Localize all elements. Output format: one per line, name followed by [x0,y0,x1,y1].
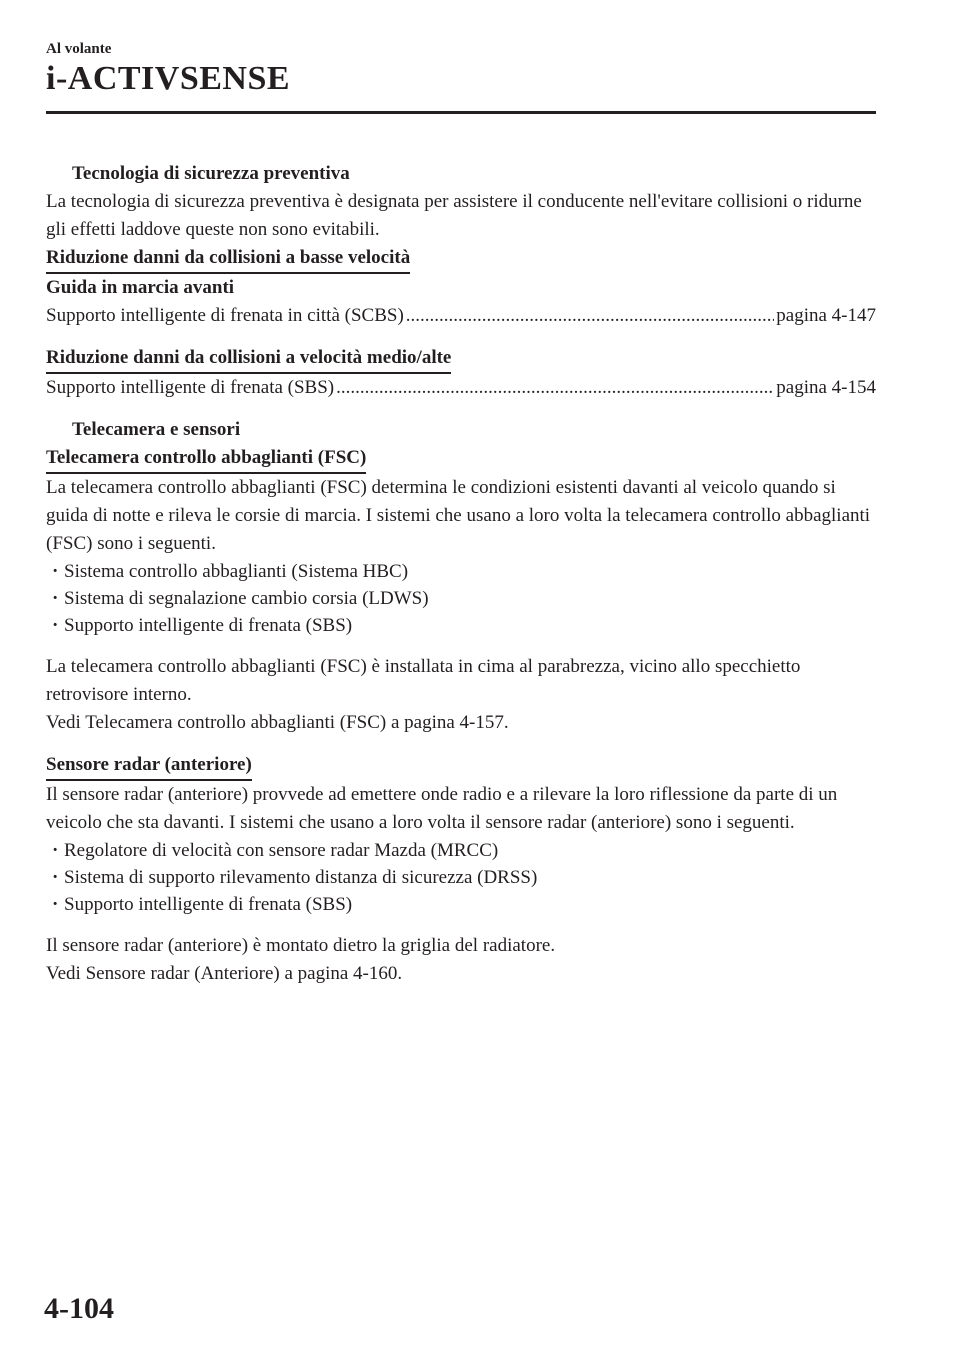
list-item: · Supporto intelligente di frenata (SBS) [46,612,876,639]
reference-label: Supporto intelligente di frenata (SBS) [46,377,335,398]
fsc-location [46,653,876,737]
list-item: · Regolatore di velocità con sensore radar Mazda (MRCC) [46,837,876,864]
radar-systems-list [46,837,876,918]
radar-location-text: Il sensore radar (anteriore) è montato dietro la griglia del radiatore. [46,935,556,956]
page-header [46,40,876,98]
page-number: 4-104 [44,1292,114,1325]
subheading-forward-driving: Guida in marcia avanti [46,277,235,298]
subheading-radar: Sensore radar (anteriore) [46,751,876,781]
section-heading-camera-sensors: Telecamera e sensori [72,419,241,440]
subheading-high-speed: Riduzione danni da collisioni a velocità medio/alte [46,344,876,374]
intro-paragraph: La tecnologia di sicurezza preventiva è designata per assistere il conducente nell'evitare collisioni o ridurne gli effetti laddove queste non sono evitabili. [46,191,862,240]
subheading-low-speed: Riduzione danni da collisioni a basse velocità [46,244,876,274]
fsc-reference[interactable]: Vedi Telecamera controllo abbaglianti (FSC) a pagina 4-157. [46,712,509,733]
list-item: · Sistema controllo abbaglianti (Sistema HBC) [46,558,876,585]
list-item: · Sistema di supporto rilevamento distanza di sicurezza (DRSS) [46,864,876,891]
header-rule [46,111,876,114]
fsc-location-text: La telecamera controllo abbaglianti (FSC) è installata in cima al parabrezza, vicino allo specchietto retrovisore interno. [46,656,801,705]
radar-description: Il sensore radar (anteriore) provvede ad emettere onde radio e a rilevare la loro riflessione da parte di un veicolo che sta davanti. I sistemi che usano a loro volta il sensore radar (anteriore) sono i seguenti. [46,784,838,833]
reference-label: Supporto intelligente di frenata in città (SCBS) [46,305,404,326]
list-item: · Supporto intelligente di frenata (SBS) [46,891,876,918]
radar-location [46,932,876,988]
chapter-label: Al volante [46,41,112,57]
reference-scbs[interactable] [46,302,876,330]
reference-page: pagina 4-147 [776,305,876,326]
subheading-fsc: Telecamera controllo abbaglianti (FSC) [46,444,876,474]
reference-sbs[interactable] [46,374,876,402]
leader-dots [336,374,774,402]
leader-dots [406,302,774,330]
fsc-systems-list [46,558,876,639]
page-title: i-ACTIVSENSE [46,60,291,97]
radar-reference[interactable]: Vedi Sensore radar (Anteriore) a pagina 4-160. [46,963,403,984]
fsc-description: La telecamera controllo abbaglianti (FSC) determina le condizioni esistenti davanti al veicolo quando si guida di notte e rileva le corsie di marcia. I sistemi che usano a loro volta la telecamera controllo abbaglianti (FSC) sono i seguenti. [46,477,871,554]
list-item: · Sistema di segnalazione cambio corsia (LDWS) [46,585,876,612]
reference-page: pagina 4-154 [776,377,876,398]
page-body [46,160,876,988]
section-heading-preventive-safety: Tecnologia di sicurezza preventiva [72,163,350,184]
